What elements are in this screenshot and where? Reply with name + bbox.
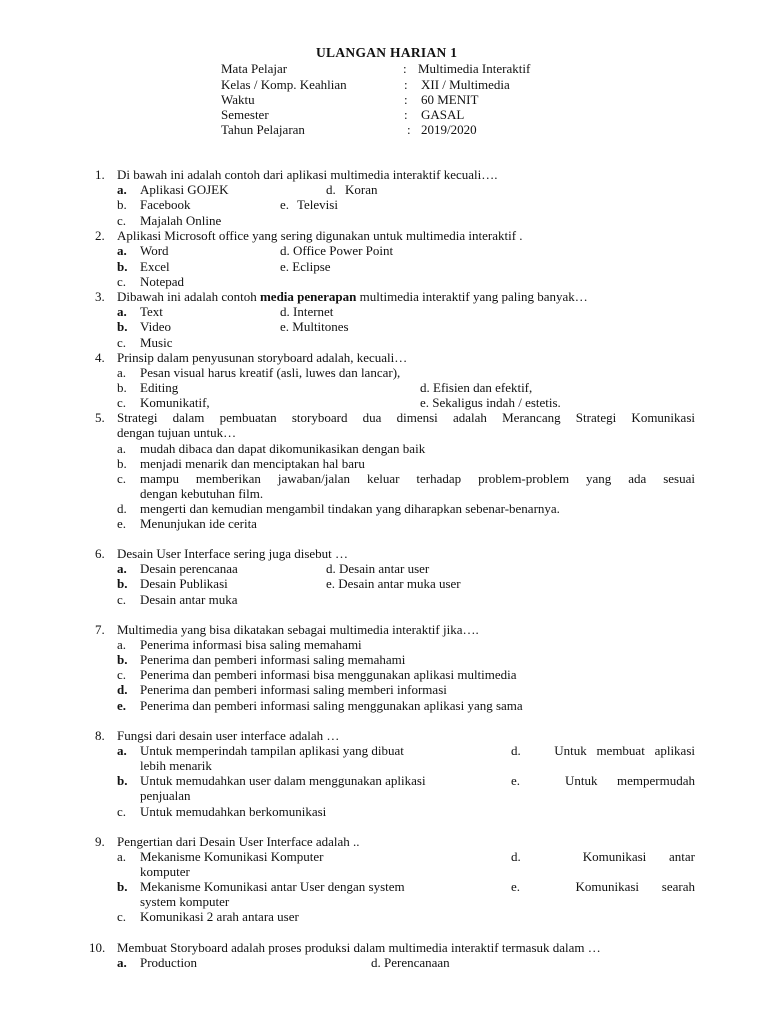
option-text: mampu memberikan jawaban/jalan keluar terhadap problem-problem yang ada sesuai [140, 471, 695, 486]
field-sep: : [404, 92, 408, 107]
option-text: d. Efisien dan efektif, [420, 380, 533, 395]
option-letter: a. [117, 182, 127, 197]
option-text: menjadi menarik dan menciptakan hal baru [140, 456, 365, 471]
exam-title: ULANGAN HARIAN 1 [316, 45, 458, 60]
option-text-continued: komputer [140, 864, 190, 879]
option-letter: d. [117, 501, 127, 516]
option-text: Komunikatif, [140, 395, 210, 410]
field-value-semester: GASAL [421, 107, 465, 122]
question-number: 1. [95, 167, 105, 182]
option-letter: b. [117, 197, 127, 212]
option-letter: b. [117, 319, 128, 334]
option-text: Komunikasi antar [582, 849, 695, 864]
field-label-time: Waktu [221, 92, 255, 107]
option-letter: a. [117, 441, 127, 456]
option-letter: c. [117, 395, 127, 410]
option-letter: b. [117, 576, 128, 591]
option-letter: c. [117, 213, 127, 228]
option-letter: c. [117, 592, 127, 607]
question-text-part: Dibawah ini adalah contoh [117, 289, 260, 304]
question-text: Desain User Interface sering juga disebut … [117, 546, 349, 561]
option-text: Desain Publikasi [140, 576, 228, 591]
question-number: 7. [95, 622, 105, 637]
option-letter: b. [117, 380, 127, 395]
option-text: Notepad [140, 274, 185, 289]
question-text: Membuat Storyboard adalah proses produksi dalam multimedia interaktif termasuk dalam … [117, 940, 601, 955]
option-letter: c. [117, 274, 127, 289]
option-text: Penerima dan pemberi informasi saling menggunakan aplikasi yang sama [140, 698, 523, 713]
option-text: Komunikasi 2 arah antara user [140, 909, 299, 924]
option-letter: b. [117, 259, 128, 274]
question-number: 10. [89, 940, 106, 955]
option-letter: a. [117, 243, 127, 258]
option-text: Penerima dan pemberi informasi saling memahami [140, 652, 406, 667]
option-letter: a. [117, 743, 127, 758]
question-number: 4. [95, 350, 105, 365]
option-text: Editing [140, 380, 179, 395]
option-text: Untuk memudahkan user dalam menggunakan aplikasi [140, 773, 426, 788]
option-letter: a. [117, 365, 127, 380]
field-sep: : [407, 122, 411, 137]
option-text: Penerima informasi bisa saling memahami [140, 637, 362, 652]
option-text: Mekanisme Komunikasi antar User dengan system [140, 879, 405, 894]
question-number: 3. [95, 289, 105, 304]
option-text: mengerti dan kemudian mengambil tindakan yang diharapkan sebenar-benarnya. [140, 501, 560, 516]
question-text: Multimedia yang bisa dikatakan sebagai multimedia interaktif jika…. [117, 622, 479, 637]
option-text: Komunikasi searah [575, 879, 695, 894]
option-text: e. Eclipse [280, 259, 331, 274]
question-text: Di bawah ini adalah contoh dari aplikasi multimedia interaktif kecuali…. [117, 167, 498, 182]
option-text: Desain antar muka [140, 592, 238, 607]
option-text: Desain perencanaa [140, 561, 238, 576]
question-text: Prinsip dalam penyusunan storyboard adalah, kecuali… [117, 350, 408, 365]
question-text: Fungsi dari desain user interface adalah … [117, 728, 340, 743]
option-letter: d. [326, 182, 336, 197]
question-number: 5. [95, 410, 105, 425]
option-letter: e. [117, 516, 127, 531]
option-letter: e. [511, 773, 521, 788]
option-text: Majalah Online [140, 213, 222, 228]
question-number: 6. [95, 546, 105, 561]
option-text: Menunjukan ide cerita [140, 516, 257, 531]
option-letter: a. [117, 561, 127, 576]
option-text: Untuk membuat aplikasi [554, 743, 695, 758]
field-sep: : [404, 77, 408, 92]
field-label-class: Kelas / Komp. Keahlian [221, 77, 347, 92]
question-text-continued: dengan tujuan untuk… [117, 425, 237, 440]
option-text: Penerima dan pemberi informasi saling memberi informasi [140, 682, 447, 697]
option-letter: c. [117, 909, 127, 924]
field-sep: : [404, 107, 408, 122]
question-text-part: multimedia interaktif yang paling banyak… [356, 289, 588, 304]
option-text: Music [140, 335, 173, 350]
question-text-emphasis: media penerapan [259, 289, 357, 304]
option-letter: b. [117, 773, 128, 788]
option-text-continued: dengan kebutuhan film. [140, 486, 264, 501]
option-letter: a. [117, 304, 127, 319]
option-text: Aplikasi GOJEK [140, 182, 229, 197]
option-letter: d. [117, 682, 128, 697]
option-text: Pesan visual harus kreatif (asli, luwes dan lancar), [140, 365, 401, 380]
option-text: Penerima dan pemberi informasi bisa menggunakan aplikasi multimedia [140, 667, 517, 682]
option-text: Word [140, 243, 169, 258]
option-text-continued: penjualan [140, 788, 191, 803]
option-text: Koran [345, 182, 378, 197]
option-text: d. Desain antar user [326, 561, 430, 576]
field-sep: : [403, 61, 407, 76]
question-text: Aplikasi Microsoft office yang sering digunakan untuk multimedia interaktif . [117, 228, 523, 243]
option-text: Mekanisme Komunikasi Komputer [140, 849, 324, 864]
option-letter: e. [117, 698, 127, 713]
option-letter: d. [511, 849, 521, 864]
option-text: Production [140, 955, 198, 970]
option-letter: b. [117, 652, 128, 667]
field-label-semester: Semester [221, 107, 269, 122]
option-letter: a. [117, 849, 127, 864]
field-label-subject: Mata Pelajar [221, 61, 288, 76]
option-text: Untuk memperindah tampilan aplikasi yang dibuat [140, 743, 404, 758]
option-letter: e. [511, 879, 521, 894]
option-letter: b. [117, 879, 128, 894]
option-text: Untuk memudahkan berkomunikasi [140, 804, 327, 819]
field-value-subject: Multimedia Interaktif [418, 61, 531, 76]
option-letter: c. [117, 804, 127, 819]
option-letter: b. [117, 456, 127, 471]
option-text: Video [140, 319, 171, 334]
field-value-year: 2019/2020 [421, 122, 477, 137]
field-label-year: Tahun Pelajaran [221, 122, 305, 137]
option-letter: a. [117, 637, 127, 652]
option-text: d. Perencanaan [371, 955, 450, 970]
option-text-continued: lebih menarik [140, 758, 212, 773]
option-text: Televisi [297, 197, 338, 212]
option-text: e. Sekaligus indah / estetis. [420, 395, 561, 410]
option-letter: c. [117, 335, 127, 350]
option-text: Untuk mempermudah [565, 773, 695, 788]
option-letter: e. [280, 197, 290, 212]
option-text: Facebook [140, 197, 191, 212]
option-text: d. Internet [280, 304, 334, 319]
option-text: Text [140, 304, 163, 319]
option-letter: c. [117, 667, 127, 682]
question-text: Strategi dalam pembuatan storyboard dua dimensi adalah Merancang Strategi Komunikasi [117, 410, 695, 425]
option-text: mudah dibaca dan dapat dikomunikasikan dengan baik [140, 441, 426, 456]
option-letter: c. [117, 471, 127, 486]
question-number: 2. [95, 228, 105, 243]
question-number: 8. [95, 728, 105, 743]
option-text: e. Desain antar muka user [326, 576, 461, 591]
question-text: Pengertian dari Desain User Interface adalah .. [117, 834, 360, 849]
question-text [117, 289, 588, 304]
option-letter: a. [117, 955, 127, 970]
option-text: Excel [140, 259, 170, 274]
option-text-continued: system komputer [140, 894, 230, 909]
field-value-time: 60 MENIT [421, 92, 479, 107]
option-text: e. Multitones [280, 319, 349, 334]
option-text: d. Office Power Point [280, 243, 394, 258]
option-letter: d. [511, 743, 521, 758]
question-number: 9. [95, 834, 105, 849]
field-value-class: XII / Multimedia [421, 77, 510, 92]
